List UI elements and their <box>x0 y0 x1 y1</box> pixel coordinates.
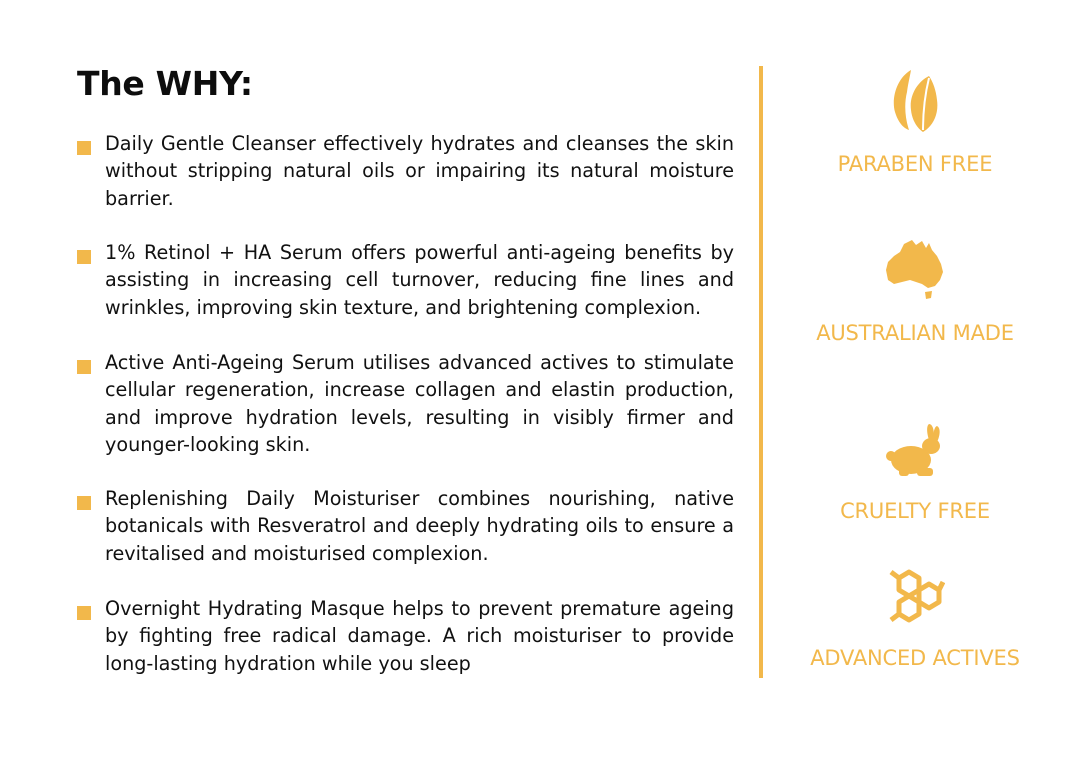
leaf-icon <box>889 68 941 134</box>
feature-paraben-free <box>770 68 1060 178</box>
feature-label: AUSTRALIAN MADE <box>816 321 1014 345</box>
list-item-text: Daily Gentle Cleanser effectively hydrates and cleanses the skin without stripping natural oils or impairing its natural moisture barrier. <box>105 132 734 210</box>
list-item-text: Active Anti-Ageing Serum utilises advanced actives to stimulate cellular regeneration, increase collagen and elastin production, and improve hydration levels, resulting in visibly firmer and younger-looking skin. <box>105 351 734 456</box>
feature-label: ADVANCED ACTIVES <box>810 646 1020 670</box>
list-item-text: 1% Retinol + HA Serum offers powerful anti-ageing benefits by assisting in increasing cell turnover, reducing fine lines and wrinkles, improving skin texture, and brightening complexion. <box>105 241 734 319</box>
square-bullet-icon <box>77 496 91 510</box>
australia-map-icon <box>882 236 948 302</box>
list-item <box>77 239 734 321</box>
square-bullet-icon <box>77 141 91 155</box>
vertical-divider <box>759 66 763 678</box>
page-title: The WHY: <box>77 64 253 103</box>
rabbit-icon <box>883 422 947 480</box>
feature-australian-made <box>770 236 1060 347</box>
list-item <box>77 485 734 567</box>
list-item-text: Overnight Hydrating Masque helps to prevent premature ageing by fighting free radical damage. A rich moisturiser to provide long-lasting hydration while you sleep <box>105 597 734 675</box>
list-item <box>77 595 734 677</box>
square-bullet-icon <box>77 250 91 264</box>
feature-label: CRUELTY FREE <box>840 499 990 523</box>
square-bullet-icon <box>77 606 91 620</box>
feature-cruelty-free <box>770 422 1060 525</box>
feature-label: PARABEN FREE <box>837 152 993 176</box>
list-item <box>77 130 734 212</box>
list-item <box>77 349 734 458</box>
molecule-icon <box>885 568 945 624</box>
feature-advanced-actives <box>770 568 1060 672</box>
square-bullet-icon <box>77 360 91 374</box>
list-item-text: Replenishing Daily Moisturiser combines nourishing, native botanicals with Resveratrol and deeply hydrating oils to ensure a revitalised and moisturised complexion. <box>105 487 734 565</box>
